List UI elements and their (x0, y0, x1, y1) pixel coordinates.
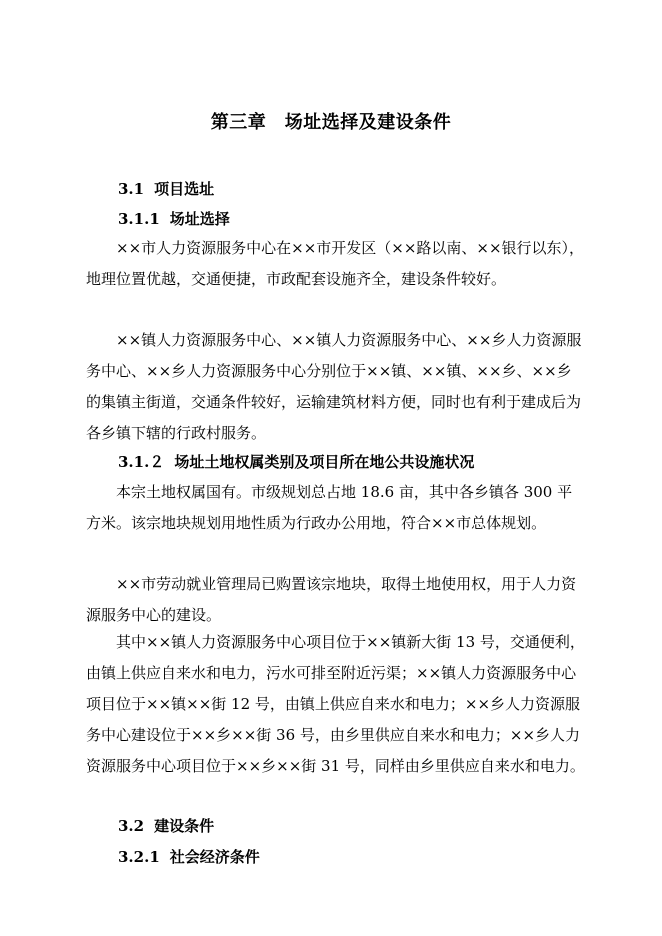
paragraph-project-locations: 其中××镇人力资源服务中心项目位于××镇新大街 13 号，交通便利，由镇上供应自来水和电力，污水可排至附近污渠；××镇人力资源服务中心项目位于××镇××街 12 号，由镇上供应自来水和电力；××乡人力资源服务中心建设位于××乡××街 36 号，由乡里供应自来水和电力；××乡人力资源服务中心项目位于××乡××街 31 号，同样由乡里供应自来水和电力。 (86, 633, 585, 775)
section-title: 场址选择 (169, 210, 230, 228)
section-heading-3-2 (118, 815, 214, 836)
section-heading-3-1 (118, 178, 214, 199)
paragraph-land-purchase: ××市劳动就业管理局已购置该宗地块，取得土地使用权，用于人力资源服务中心的建设。 (86, 575, 577, 624)
section-heading-3-1-2 (118, 451, 474, 472)
section-title: 建设条件 (154, 817, 215, 835)
paragraph-township-centers: ××镇人力资源服务中心、××镇人力资源服务中心、××乡人力资源服务中心、××乡人力资源服务中心分别位于××镇、××镇、××乡、××乡的集镇主街道，交通条件较好，运输建筑材料方便，同时也有利于建成后为各乡镇下辖的行政村服务。 (86, 331, 582, 442)
section-number: 3.2 (118, 817, 145, 835)
section-title: 社会经济条件 (169, 848, 260, 866)
section-title: 场址土地权属类别及项目所在地公共设施状况 (174, 453, 475, 471)
section-title: 项目选址 (154, 180, 215, 198)
chapter-title: 第三章 场址选择及建设条件 (210, 112, 452, 133)
section-number: 3.1.1 (118, 210, 160, 228)
section-number: 3.1 (118, 180, 145, 198)
section-heading-3-1-1 (118, 208, 230, 229)
section-heading-3-2-1 (118, 846, 260, 867)
paragraph-site-selection: ××市人力资源服务中心在××市开发区（××路以南、××银行以东），地理位置优越，交通便捷，市政配套设施齐全，建设条件较好。 (86, 239, 585, 288)
section-number: 3.2.1 (118, 848, 160, 866)
paragraph-land-ownership: 本宗土地权属国有。市级规划总占地 18.6 亩，其中各乡镇各 300 平方米。该宗地块规划用地性质为行政办公用地，符合××市总体规划。 (86, 483, 573, 532)
section-number: 3.1.２ (118, 453, 165, 471)
